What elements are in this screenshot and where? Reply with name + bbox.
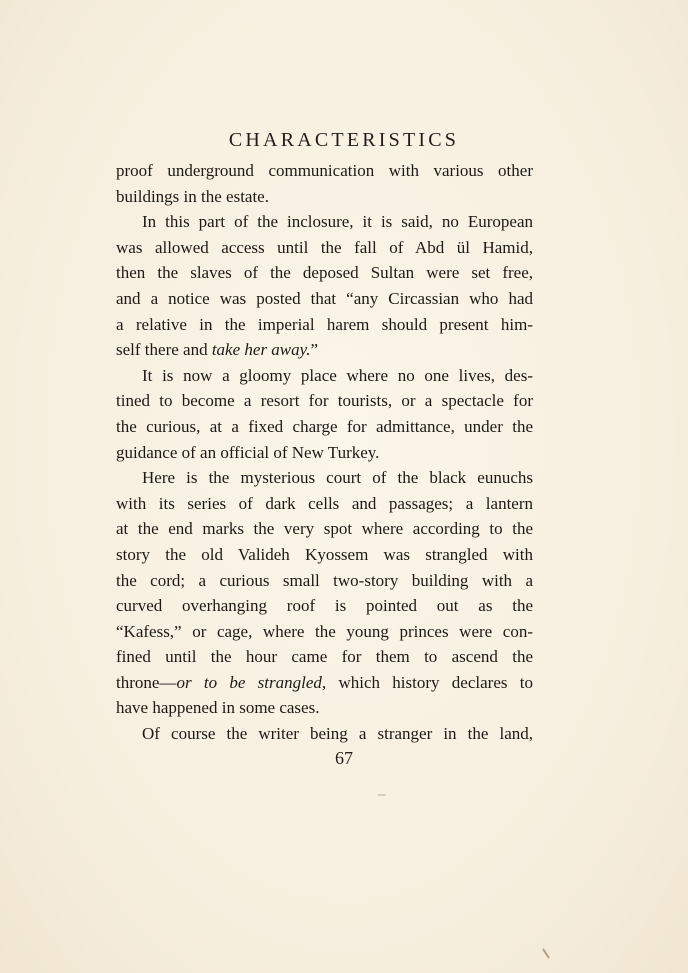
page-number: 67	[335, 748, 353, 768]
paragraph-start-line: Of course the writer being a stranger in the land,	[142, 724, 533, 744]
text-line: “Kafess,” or cage, where the young princes were con-	[116, 621, 533, 641]
text-line: buildings in the estate.	[116, 186, 269, 206]
italic-phrase: take her away.	[211, 340, 311, 360]
paragraph-start-line: It is now a gloomy place where no one lives, des-	[142, 365, 533, 385]
text-line: the cord; a curious small two-story building with a	[116, 570, 533, 590]
text-line: tined to become a resort for tourists, or a spectacle for	[116, 391, 533, 411]
text-line: the curious, at a fixed charge for admittance, under the	[116, 416, 533, 436]
text-line: throne—or to be strangled, which history declares to	[116, 672, 533, 692]
text-line: a relative in the imperial harem should present him-	[116, 314, 533, 334]
italic-phrase: or to be strangled,	[176, 672, 327, 692]
text-line: with its series of dark cells and passages; a lantern	[116, 493, 533, 513]
running-head: CHARACTERISTICS	[228, 129, 460, 151]
text-line: proof underground communication with various other	[116, 161, 533, 180]
text-line: have happened in some cases.	[116, 698, 320, 718]
text-line: fined until the hour came for them to ascend the	[116, 647, 533, 667]
paragraph-start-line: Here is the mysterious court of the black eunuchs	[142, 468, 533, 488]
text-line: then the slaves of the deposed Sultan were set free,	[116, 263, 533, 283]
text-line: guidance of an official of New Turkey.	[116, 442, 380, 462]
text-line: at the end marks the very spot where according to the	[116, 519, 533, 539]
text-line: and a notice was posted that “any Circassian who had	[116, 288, 533, 308]
paragraph-start-line: In this part of the inclosure, it is said, no European	[142, 212, 533, 232]
text-line: self there and take her away.”	[116, 340, 319, 360]
text-line: story the old Valideh Kyossem was strangled with	[116, 544, 533, 564]
text-line: was allowed access until the fall of Abd ül Hamid,	[116, 237, 533, 257]
body-text	[116, 158, 533, 747]
text-line: curved overhanging roof is pointed out as the	[116, 596, 533, 616]
